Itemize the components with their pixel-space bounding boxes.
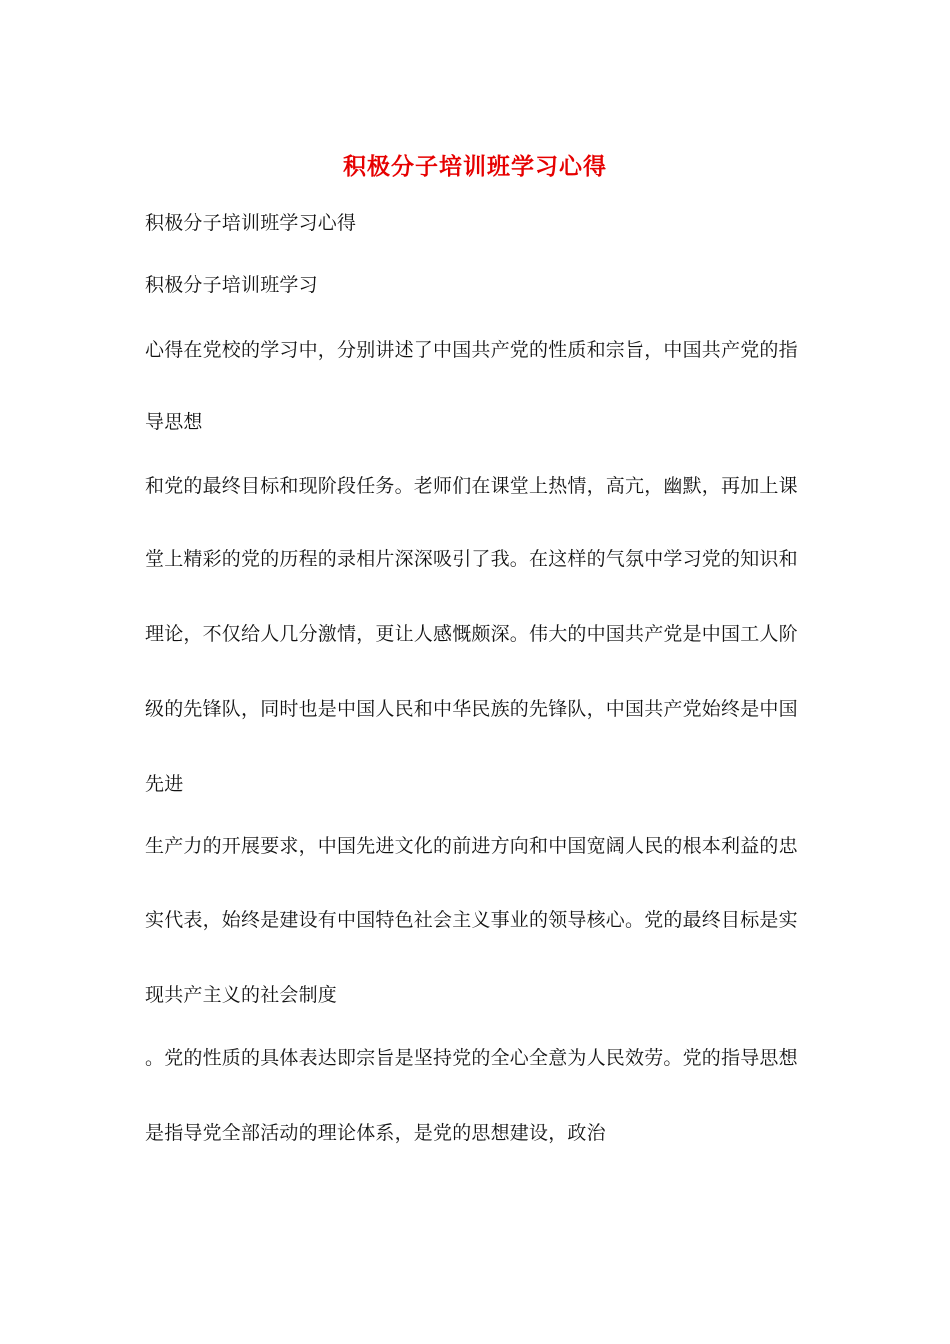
body-line-10: 生产力的开展要求，中国先进文化的前进方向和中国宽阔人民的根本利益的忠 <box>145 835 798 857</box>
body-line-13: 。党的性质的具体表达即宗旨是坚持党的全心全意为人民效劳。党的指导思想 <box>145 1047 798 1069</box>
body-line-3: 心得在党校的学习中，分别讲述了中国共产党的性质和宗旨，中国共产党的指 <box>145 339 798 361</box>
body-line-11: 实代表，始终是建设有中国特色社会主义事业的领导核心。党的最终目标是实 <box>145 909 798 931</box>
body-line-8: 级的先锋队，同时也是中国人民和中华民族的先锋队，中国共产党始终是中国 <box>145 698 798 720</box>
document-title: 积极分子培训班学习心得 <box>343 153 607 180</box>
body-line-2: 积极分子培训班学习 <box>145 274 318 296</box>
body-line-12: 现共产主义的社会制度 <box>145 984 338 1006</box>
body-line-9: 先进 <box>145 773 184 795</box>
body-line-1: 积极分子培训班学习心得 <box>145 212 357 234</box>
body-line-5: 和党的最终目标和现阶段任务。老师们在课堂上热情，高亢，幽默，再加上课 <box>145 475 798 497</box>
body-line-6: 堂上精彩的党的历程的录相片深深吸引了我。在这样的气氛中学习党的知识和 <box>145 548 798 570</box>
body-line-4: 导思想 <box>145 411 203 433</box>
body-line-14: 是指导党全部活动的理论体系，是党的思想建设，政治 <box>145 1122 606 1144</box>
body-line-7: 理论，不仅给人几分激情，更让人感慨颇深。伟大的中国共产党是中国工人阶 <box>145 623 798 645</box>
